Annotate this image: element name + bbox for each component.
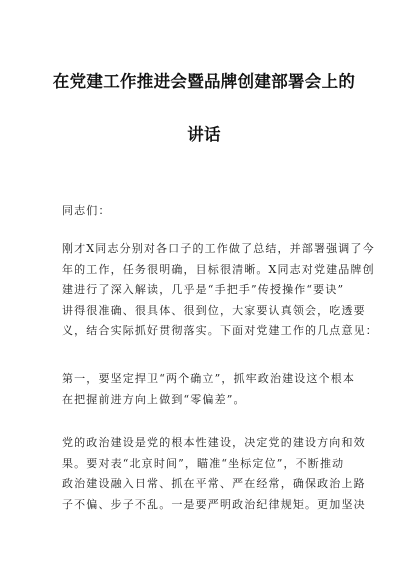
paragraph-line: 果。要对表“北京时间”，瞄准“坐标定位”，不断推动 bbox=[62, 456, 345, 470]
paragraph-line: 刚才X同志分别对各口子的工作做了总结，并部署强调了今 bbox=[62, 242, 375, 255]
paragraph-point-one bbox=[62, 369, 356, 410]
document-title-line-2: 讲话 bbox=[187, 125, 221, 144]
paragraph-line: 子不偏、步子不乱。一是要严明政治纪律规矩。更加坚决 bbox=[62, 497, 366, 511]
document-title-line-1: 在党建工作推进会暨品牌创建部署会上的 bbox=[52, 72, 356, 91]
paragraph-line: 政治建设融入日常、抓在平常、严在经常，确保政治上路 bbox=[62, 477, 366, 490]
paragraph-intro bbox=[62, 239, 378, 342]
paragraph-political-building bbox=[62, 433, 366, 515]
paragraph-line: 讲得很准确、很具体、很到位，大家要认真领会，吃透要 bbox=[62, 303, 366, 317]
paragraph-line: 在把握前进方向上做到“零偏差”。 bbox=[62, 392, 246, 406]
paragraph-line: 年的工作，任务很明确，目标很清晰。X同志对党建品牌创 bbox=[62, 262, 375, 276]
paragraph-line: 第一，要坚定捍卫“两个确立”，抓牢政治建设这个根本 bbox=[62, 372, 355, 385]
paragraph-line: 建进行了深入解读，几乎是“手把手”传授操作“要诀” bbox=[62, 283, 345, 296]
greeting: 同志们： bbox=[62, 204, 111, 217]
paragraph-line: 义，结合实际抓好贯彻落实。下面对党建工作的几点意见： bbox=[62, 324, 378, 337]
paragraph-line: 党的政治建设是党的根本性建设，决定党的建设方向和效 bbox=[62, 436, 366, 449]
